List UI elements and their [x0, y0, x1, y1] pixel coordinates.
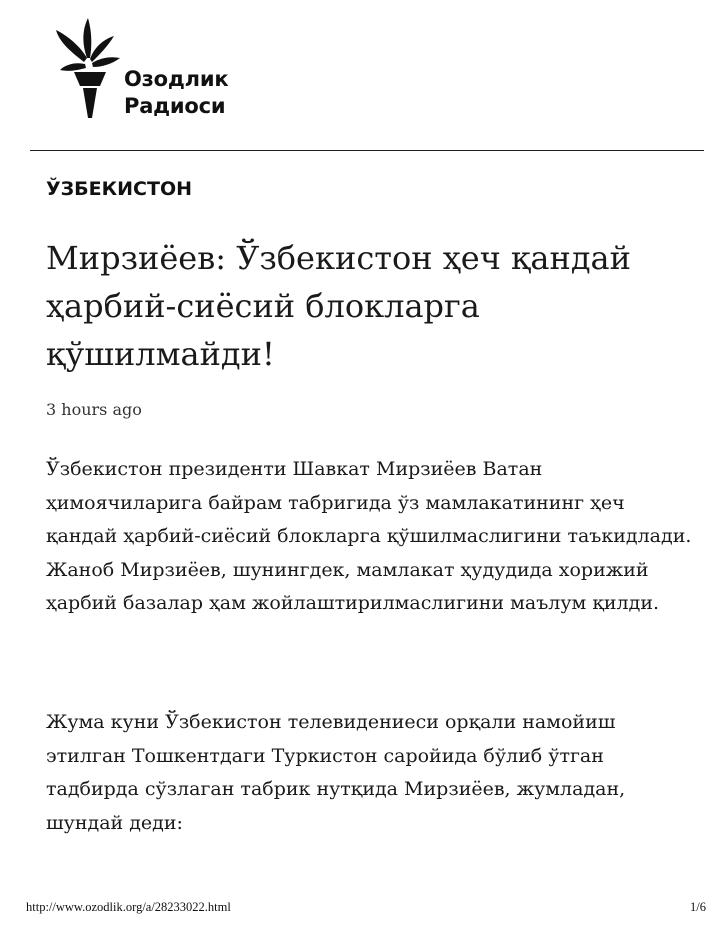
article-paragraph-1: Ўзбекистон президенти Шавкат Мирзиёев Ватан ҳимоячиларига байрам табригида ўз мамлакатининг ҳеч қандай ҳарбий-сиёсий блокларга қўшилмаслигини таъкидлади. Жаноб Мирзиёев, шунингдек, мамлакат ҳудудида хорижий ҳарбий базалар ҳам жойлаштирилмаслигини маълум қилди. [46, 458, 692, 614]
site-logo[interactable] [56, 14, 246, 126]
logo-line-1: Озодлик [124, 67, 229, 91]
torch-icon [56, 14, 120, 122]
logo-wordmark [124, 66, 228, 120]
article-title: Мирзиёев: Ўзбекистон ҳеч қандай ҳарбий-сиёсий блокларга қўшилмайди! [46, 239, 631, 373]
article-paragraph-2: Жума куни Ўзбекистон телевидениеси орқали намойиш этилган Тошкентдаги Туркистон саройида бўлиб ўтган тадбирда сўзлаган табрик нутқида Мирзиёев, жумладан, шундай деди: [46, 711, 626, 834]
category-label[interactable]: ЎЗБЕКИСТОН [46, 178, 192, 200]
logo-line-2: Радиоси [124, 94, 226, 118]
header-divider [30, 150, 704, 151]
footer-url: http://www.ozodlik.org/a/28233022.html [26, 900, 231, 914]
page-number: 1/6 [690, 900, 706, 914]
article-timestamp: 3 hours ago [46, 400, 142, 419]
